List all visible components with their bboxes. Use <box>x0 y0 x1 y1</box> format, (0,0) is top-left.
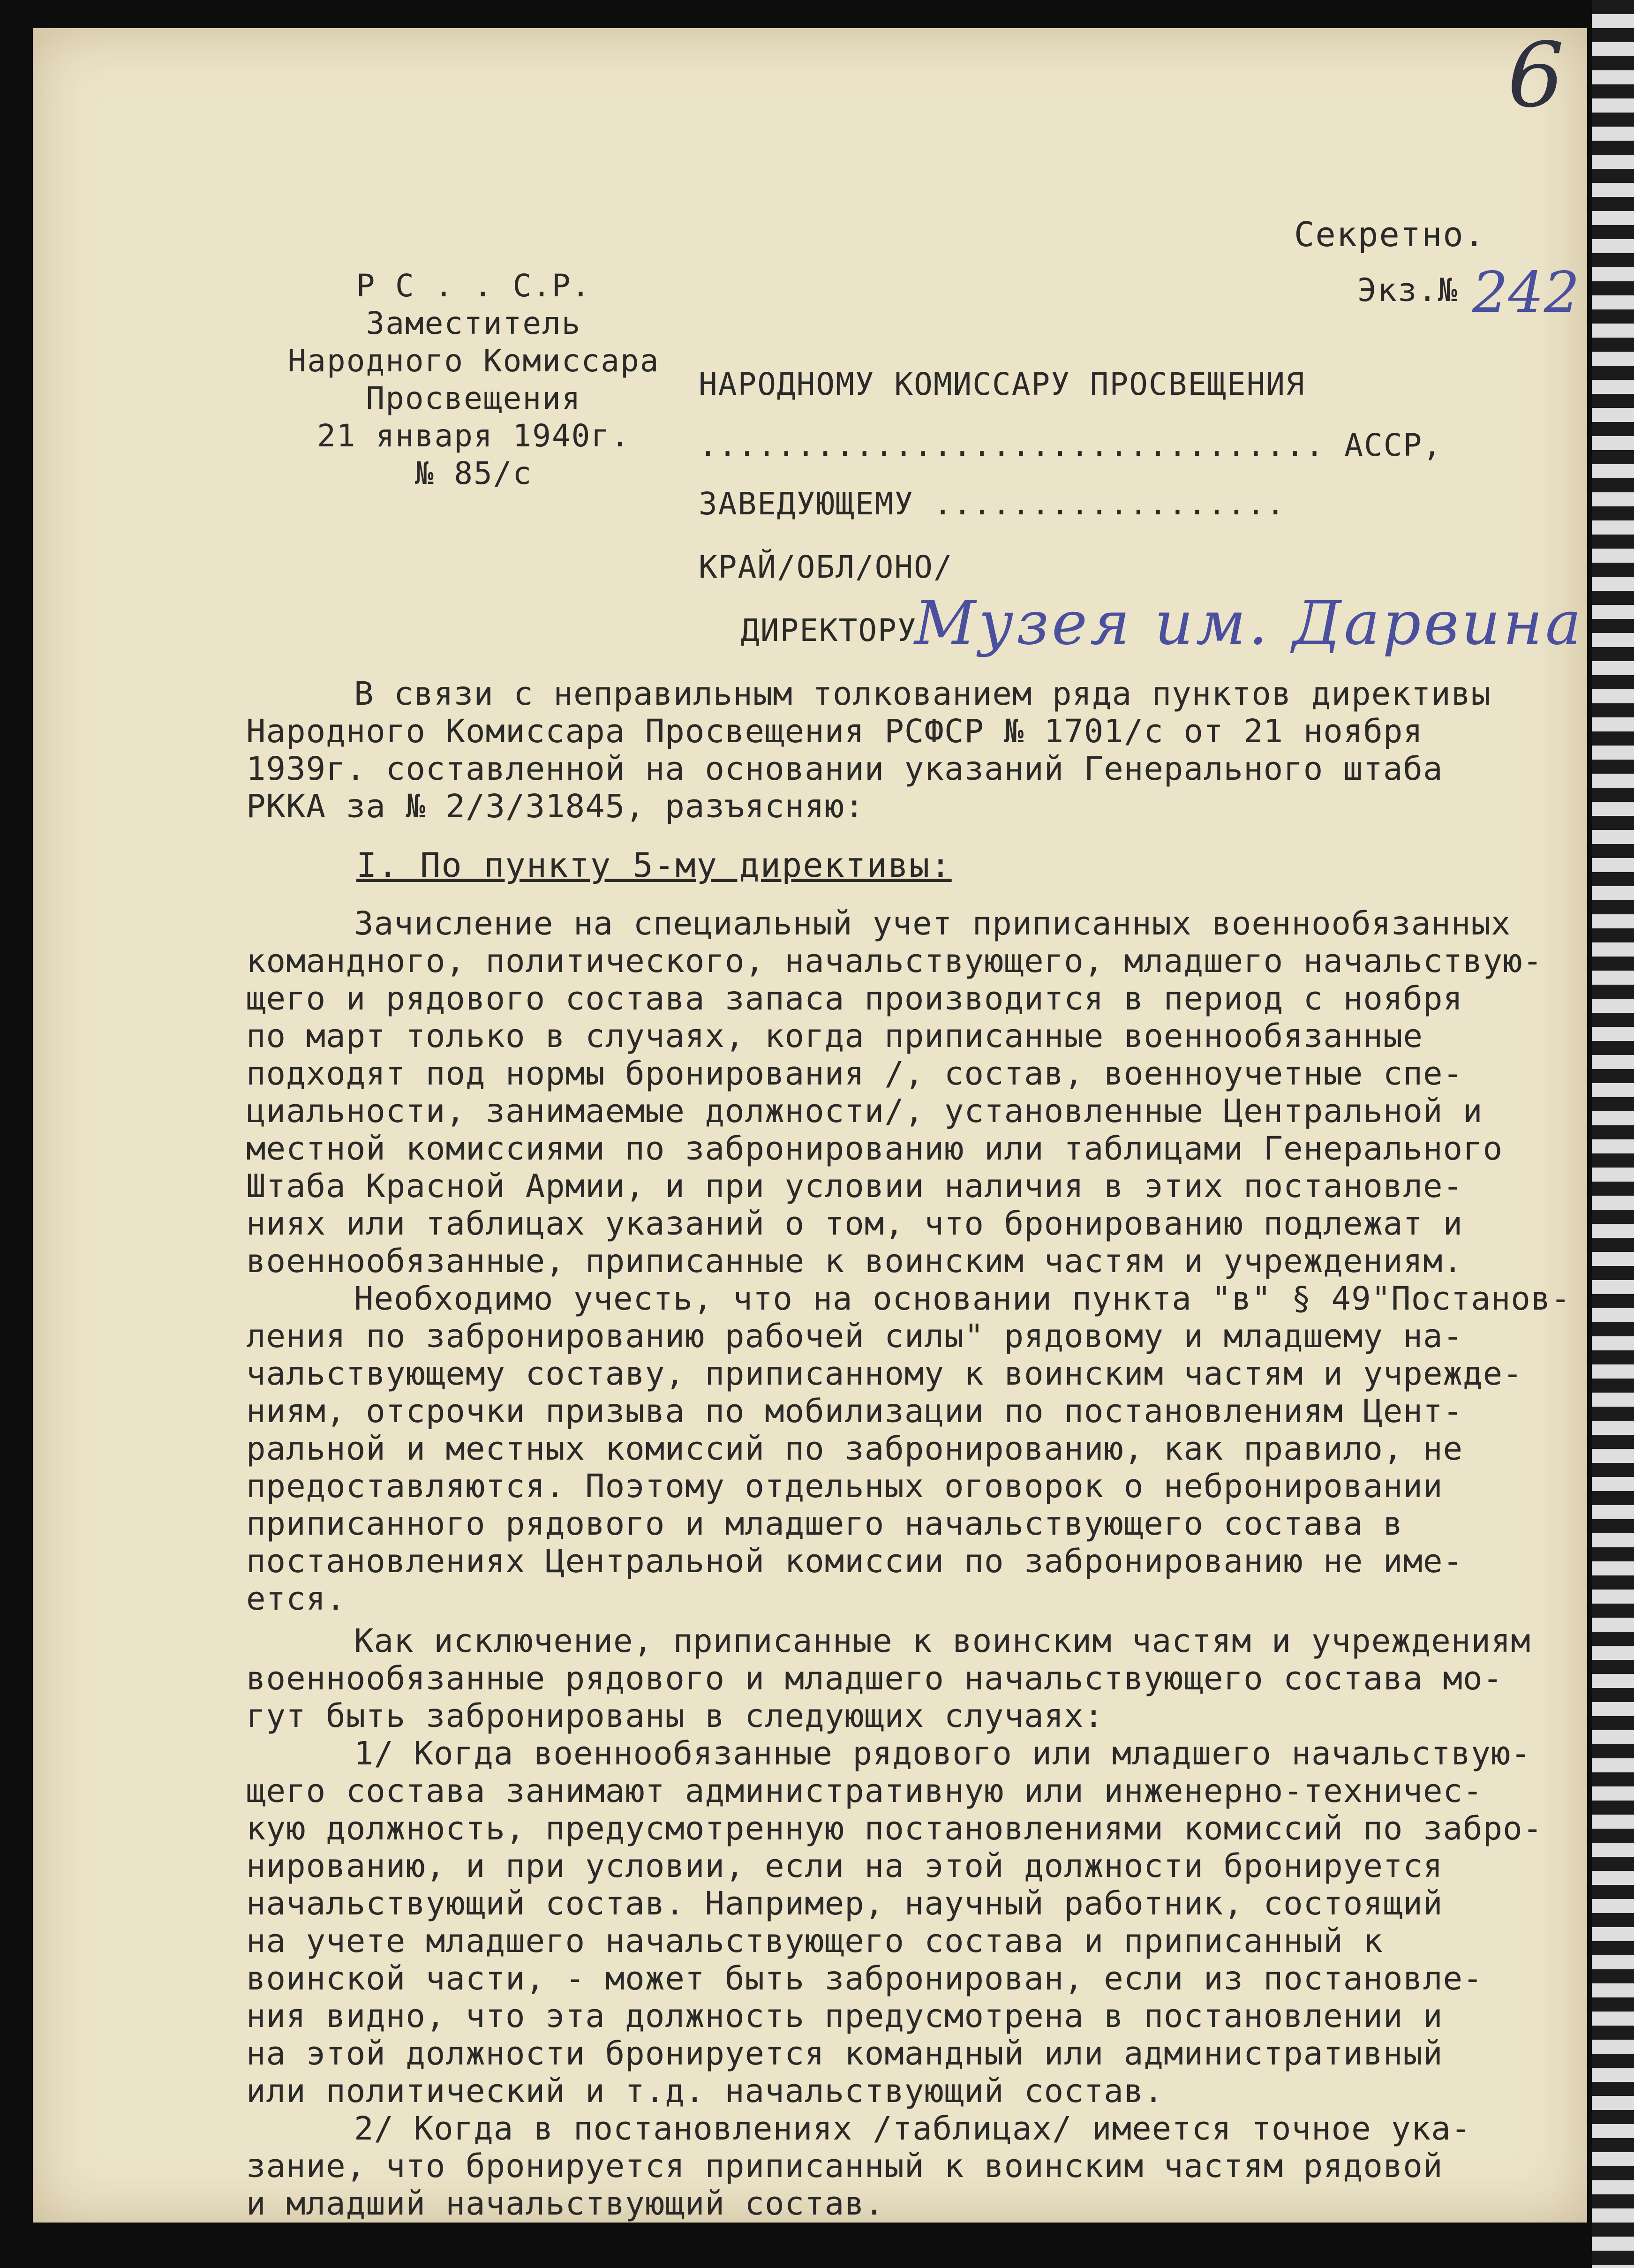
paragraph-line: ниях или таблицах указаний о том, что бронированию подлежат и <box>246 1205 1463 1243</box>
paragraph-line: местной комиссиями по забронированию или таблицами Генерального <box>246 1130 1503 1168</box>
paragraph-line: начальствующий состав. Например, научный работник, состоящий <box>246 1885 1443 1922</box>
header-line: Заместитель <box>366 305 581 341</box>
paragraph-line: кую должность, предусмотренную постановлениями комиссий по забро- <box>246 1810 1543 1847</box>
paragraph-line: командного, политического, начальствующего, младшего начальствую- <box>246 942 1543 980</box>
paragraph-line: чальствующему составу, приписанному к воинским частям и учрежде- <box>246 1355 1523 1393</box>
addressee-line: ЗАВЕДУЮЩЕМУ .................. <box>699 486 1286 522</box>
paragraph-line: 2/ Когда в постановлениях /таблицах/ имеется точное ука- <box>354 2110 1471 2147</box>
paragraph-line: ления по забронированию рабочей силы" рядовому и младшему на- <box>246 1318 1463 1355</box>
intro-line: РККА за № 2/3/31845, разъясняю: <box>246 788 865 825</box>
addressee-line: КРАЙ/ОБЛ/ОНО/ <box>699 549 953 585</box>
paragraph-line: ния видно, что эта должность предусмотрена в постановлении и <box>246 1997 1443 2035</box>
addressee-line: ................................ АССР, <box>699 427 1442 463</box>
scan-ruler <box>1592 0 1634 2268</box>
secrecy-label: Секретно. <box>1294 215 1486 254</box>
paragraph-line: щего состава занимают административную или инженерно-техничес- <box>246 1772 1483 1810</box>
paragraph-line: на учете младшего начальствующего состава и приписанный к <box>246 1922 1383 1960</box>
addressee-director-label: ДИРЕКТОРУ <box>741 612 917 648</box>
paragraph-line: ется. <box>246 1580 346 1618</box>
paragraph-line: щего и рядового состава запаса производится в период с ноября <box>246 980 1463 1017</box>
header-line: Народного Комиссара <box>287 343 660 379</box>
paragraph-line: и младший начальствующий состав. <box>246 2185 885 2223</box>
page-number: 6 <box>1507 23 1564 127</box>
header-line: № 85/с <box>414 455 533 491</box>
intro-line: 1939г. составленной на основании указаний Генерального штаба <box>246 750 1443 788</box>
paragraph-line: военнообязанные рядового и младшего начальствующего состава мо- <box>246 1660 1503 1697</box>
paragraph-line: постановлениях Центральной комиссии по забронированию не име- <box>246 1543 1463 1580</box>
addressee-line: НАРОДНОМУ КОМИССАРУ ПРОСВЕЩЕНИЯ <box>699 366 1305 402</box>
paragraph-line: воинской части, - может быть забронирован, если из постановле- <box>246 1960 1483 1997</box>
paragraph-line: циальности, занимаемые должности/, установленные Центральной и <box>246 1093 1483 1130</box>
paragraph-line: военнообязанные, приписанные к воинским частям и учреждениям. <box>246 1243 1463 1280</box>
paragraph-line: зание, что бронируется приписанный к воинским частям рядовой <box>246 2147 1443 2185</box>
paragraph-line: приписанного рядового и младшего начальствующего состава в <box>246 1505 1403 1543</box>
paragraph-line: нированию, и при условии, если на этой должности бронируется <box>246 1847 1443 1885</box>
issuer-header <box>263 267 685 492</box>
paragraph-line: подходят под нормы бронирования /, состав, военноучетные спе- <box>246 1055 1463 1093</box>
header-line: 21 января 1940г. <box>317 418 630 454</box>
paragraph-line: предоставляются. Поэтому отдельных оговорок о небронировании <box>246 1468 1443 1505</box>
paragraph-line: ниям, отсрочки призыва по мобилизации по постановлениям Цент- <box>246 1393 1463 1430</box>
paragraph-line: по март только в случаях, когда приписанные военнообязанные <box>246 1017 1423 1055</box>
document-page <box>33 23 1587 2223</box>
header-line: Просвещения <box>366 380 581 416</box>
copy-ref-prefix: Экз.№ <box>1357 272 1458 309</box>
intro-line: В связи с неправильным толкованием ряда пунктов директивы <box>354 675 1491 713</box>
paragraph-line: гут быть забронированы в следующих случаях: <box>246 1697 1104 1735</box>
section-title: I. По пункту 5-му директивы: <box>356 845 952 885</box>
paragraph-line: 1/ Когда военнообязанные рядового или младшего начальствую- <box>354 1735 1531 1772</box>
header-line: Р С . . С.Р. <box>356 268 591 304</box>
paragraph-line: или политический и т.д. начальствующий состав. <box>246 2072 1164 2110</box>
copy-ref-number: 242 <box>1472 260 1580 325</box>
paragraph-line: Необходимо учесть, что на основании пункта "в" § 49"Постанов- <box>354 1280 1571 1318</box>
intro-line: Народного Комиссара Просвещения РСФСР № 1701/с от 21 ноября <box>246 713 1423 750</box>
paragraph-line: Как исключение, приписанные к воинским частям и учреждениям <box>354 1622 1531 1660</box>
paragraph-line: на этой должности бронируется командный или административный <box>246 2035 1443 2072</box>
paragraph-line: Штаба Красной Армии, и при условии наличия в этих постановле- <box>246 1168 1463 1205</box>
paragraph-line: ральной и местных комиссий по забронированию, как правило, не <box>246 1430 1463 1468</box>
paragraph-line: Зачисление на специальный учет приписанных военнообязанных <box>354 905 1511 942</box>
addressee-handwritten: Музея им. Дарвина <box>914 588 1584 658</box>
